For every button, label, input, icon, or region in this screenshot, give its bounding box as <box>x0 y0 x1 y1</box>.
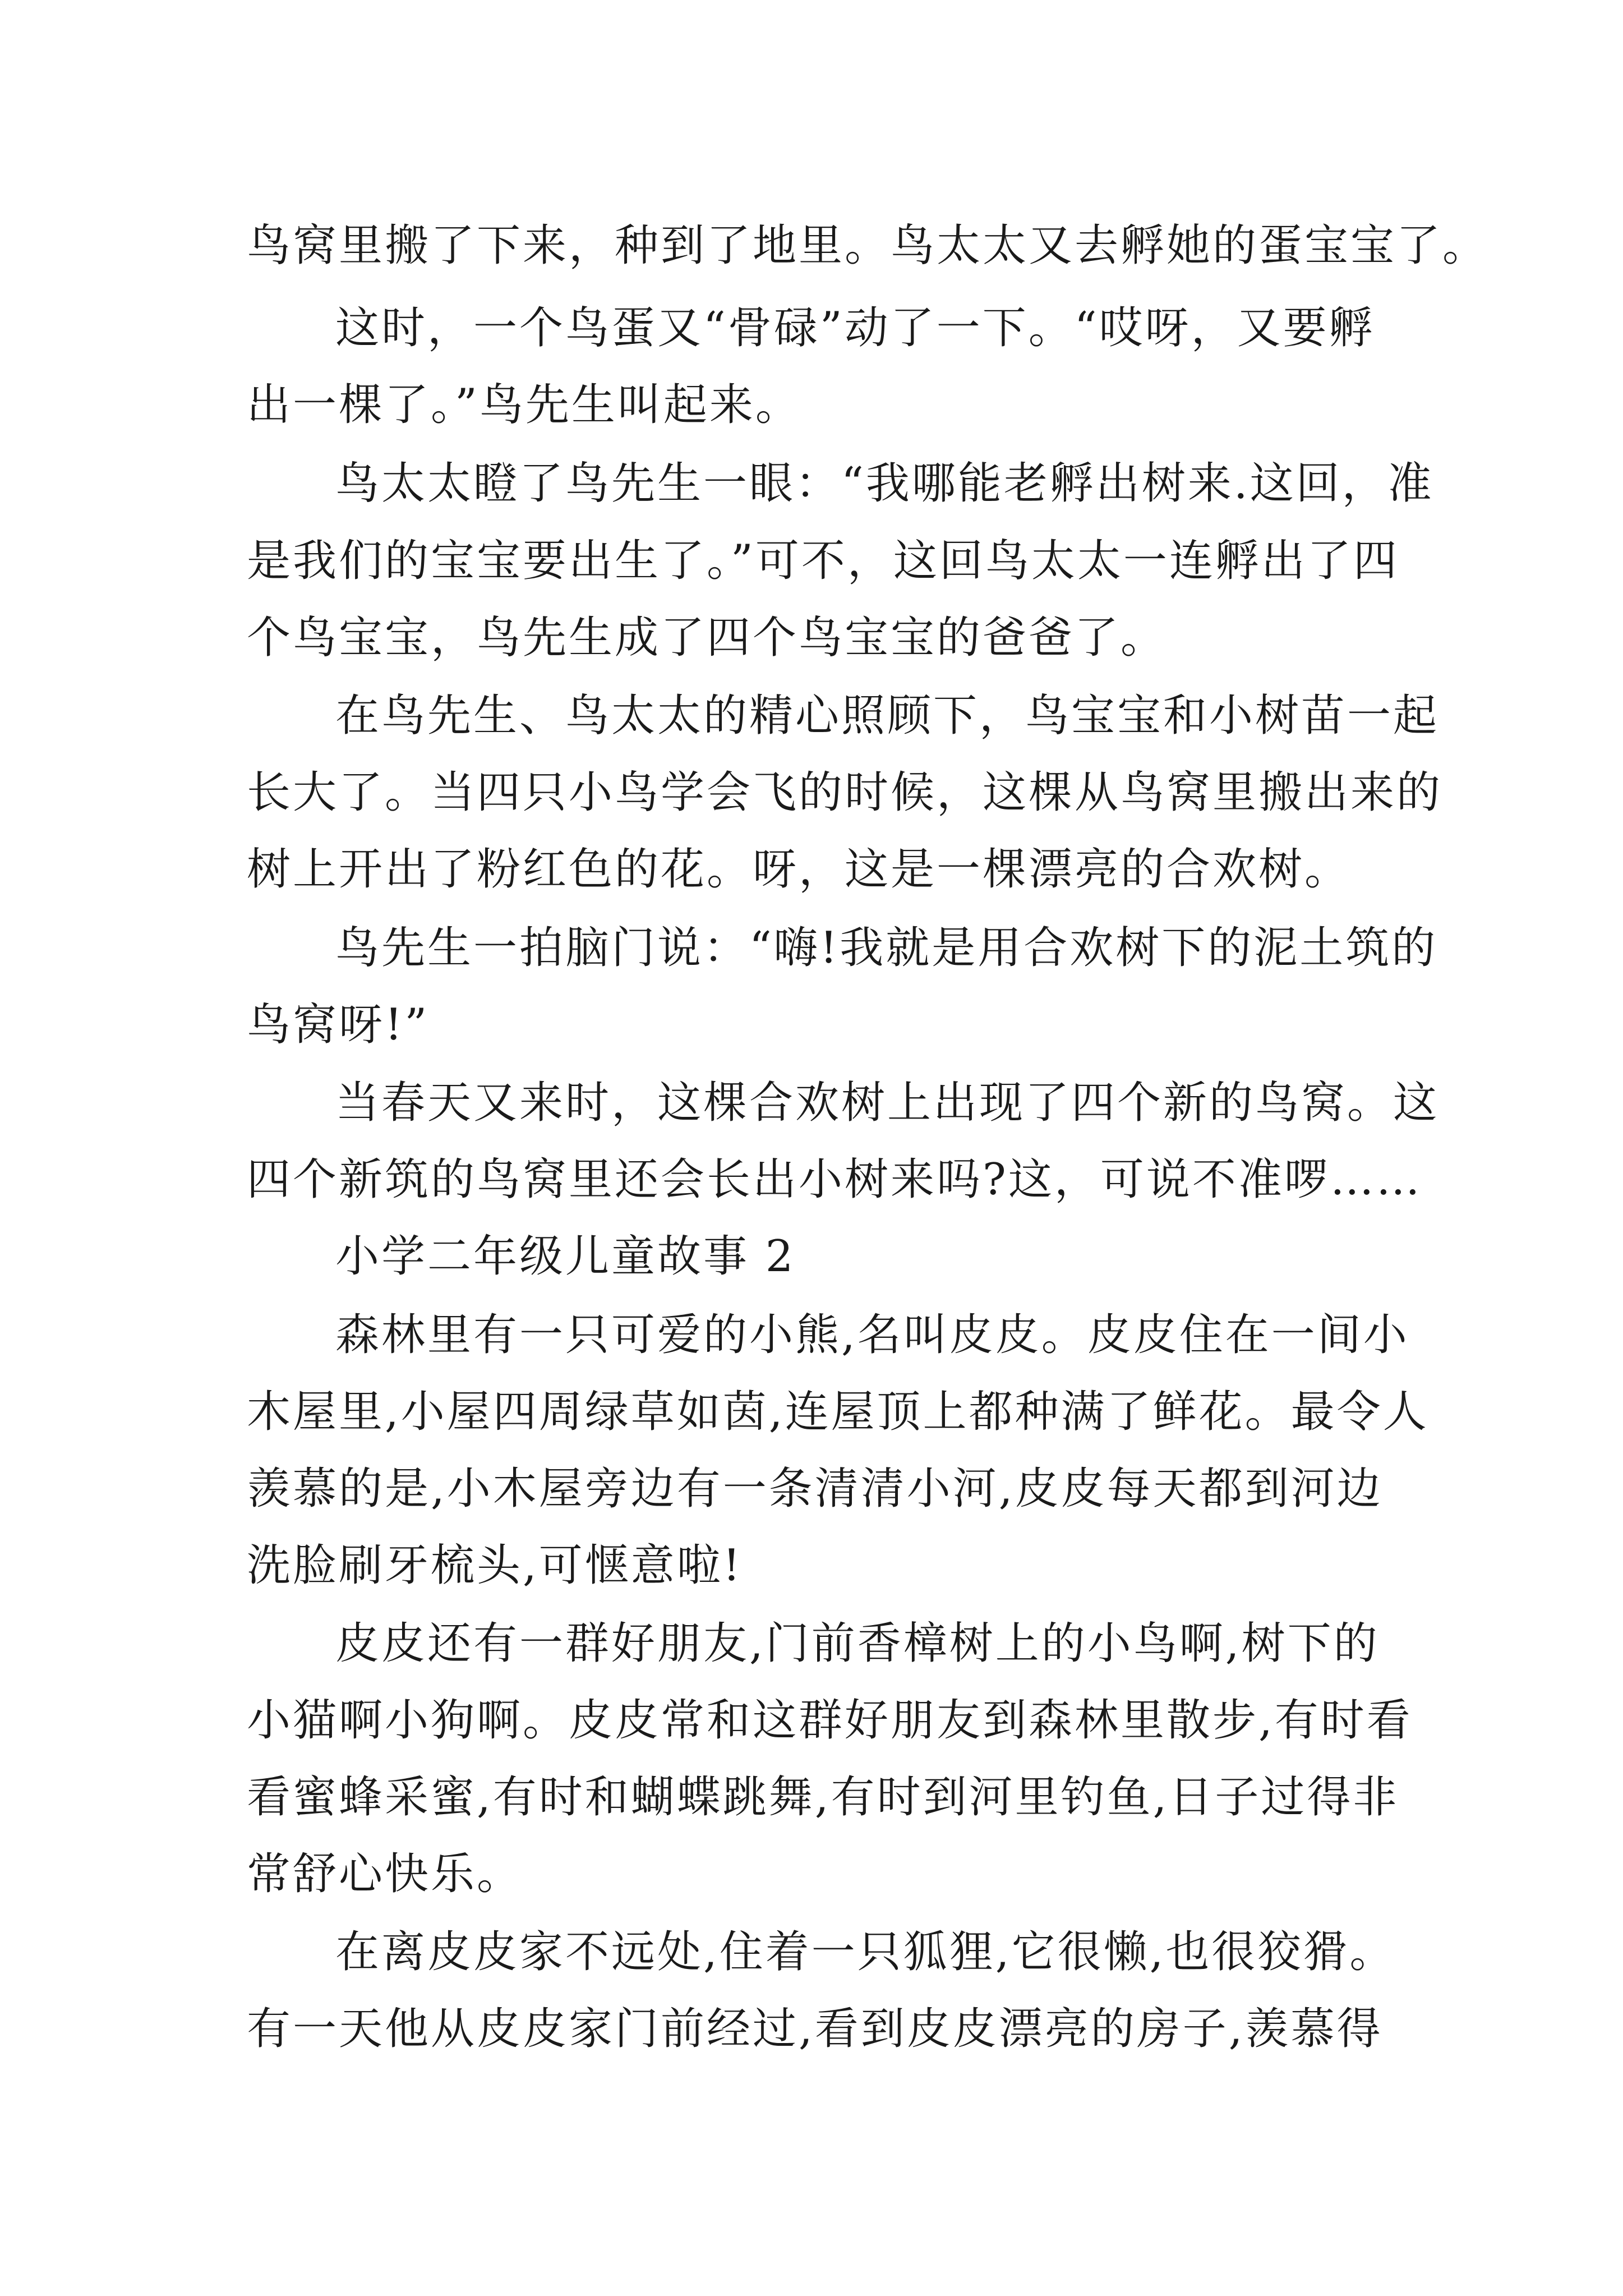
text-line: 森林里有一只可爱的小熊,名叫皮皮。皮皮住在一间小 <box>335 1310 1409 1360</box>
text-line: 羡慕的是,小木屋旁边有一条清清小河,皮皮每天都到河边 <box>247 1464 1383 1514</box>
text-line: 在离皮皮家不远处,住着一只狐狸,它很懒,也很狡猾。 <box>335 1927 1396 1977</box>
text-line: 小猫啊小狗啊。皮皮常和这群好朋友到森林里散步,有时看 <box>247 1695 1413 1746</box>
text-line: 鸟先生一拍脑门说：“嗨!我就是用合欢树下的泥土筑的 <box>335 923 1438 973</box>
text-line: 是我们的宝宝要出生了。”可不，这回鸟太太一连孵出了四 <box>247 536 1399 586</box>
text-line: 鸟太太瞪了鸟先生一眼：“我哪能老孵出树来.这回，准 <box>335 458 1434 509</box>
text-line: 当春天又来时，这棵合欢树上出现了四个新的鸟窝。这 <box>335 1078 1440 1128</box>
text-line: 鸟窝呀!” <box>247 1000 430 1050</box>
text-line: 木屋里,小屋四周绿草如茵,连屋顶上都种满了鲜花。最令人 <box>247 1387 1429 1437</box>
text-line: 长大了。当四只小鸟学会飞的时候，这棵从鸟窝里搬出来的 <box>247 767 1443 818</box>
text-line: 有一天他从皮皮家门前经过,看到皮皮漂亮的房子,羡慕得 <box>247 2004 1383 2054</box>
text-line: 鸟窝里搬了下来，种到了地里。鸟太太又去孵她的蛋宝宝了。 <box>247 220 1489 271</box>
text-line: 出一棵了。”鸟先生叫起来。 <box>247 380 801 430</box>
text-line: 四个新筑的鸟窝里还会长出小树来吗?这，可说不准啰…… <box>247 1154 1422 1205</box>
section-heading: 小学二年级儿童故事 2 <box>335 1231 796 1282</box>
text-line: 在鸟先生、鸟太太的精心照顾下，鸟宝宝和小树苗一起 <box>335 691 1440 741</box>
text-line: 常舒心快乐。 <box>247 1849 523 1899</box>
text-line: 看蜜蜂采蜜,有时和蝴蝶跳舞,有时到河里钓鱼,日子过得非 <box>247 1772 1399 1823</box>
text-line: 树上开出了粉红色的花。呀，这是一棵漂亮的合欢树。 <box>247 844 1351 895</box>
text-line: 个鸟宝宝，鸟先生成了四个鸟宝宝的爸爸了。 <box>247 613 1167 663</box>
text-line: 皮皮还有一群好朋友,门前香樟树上的小鸟啊,树下的 <box>335 1618 1380 1669</box>
text-line: 洗脸刷牙梳头,可惬意啦! <box>247 1540 743 1591</box>
text-line: 这时，一个鸟蛋又“骨碌”动了一下。“哎呀，又要孵 <box>335 303 1375 353</box>
